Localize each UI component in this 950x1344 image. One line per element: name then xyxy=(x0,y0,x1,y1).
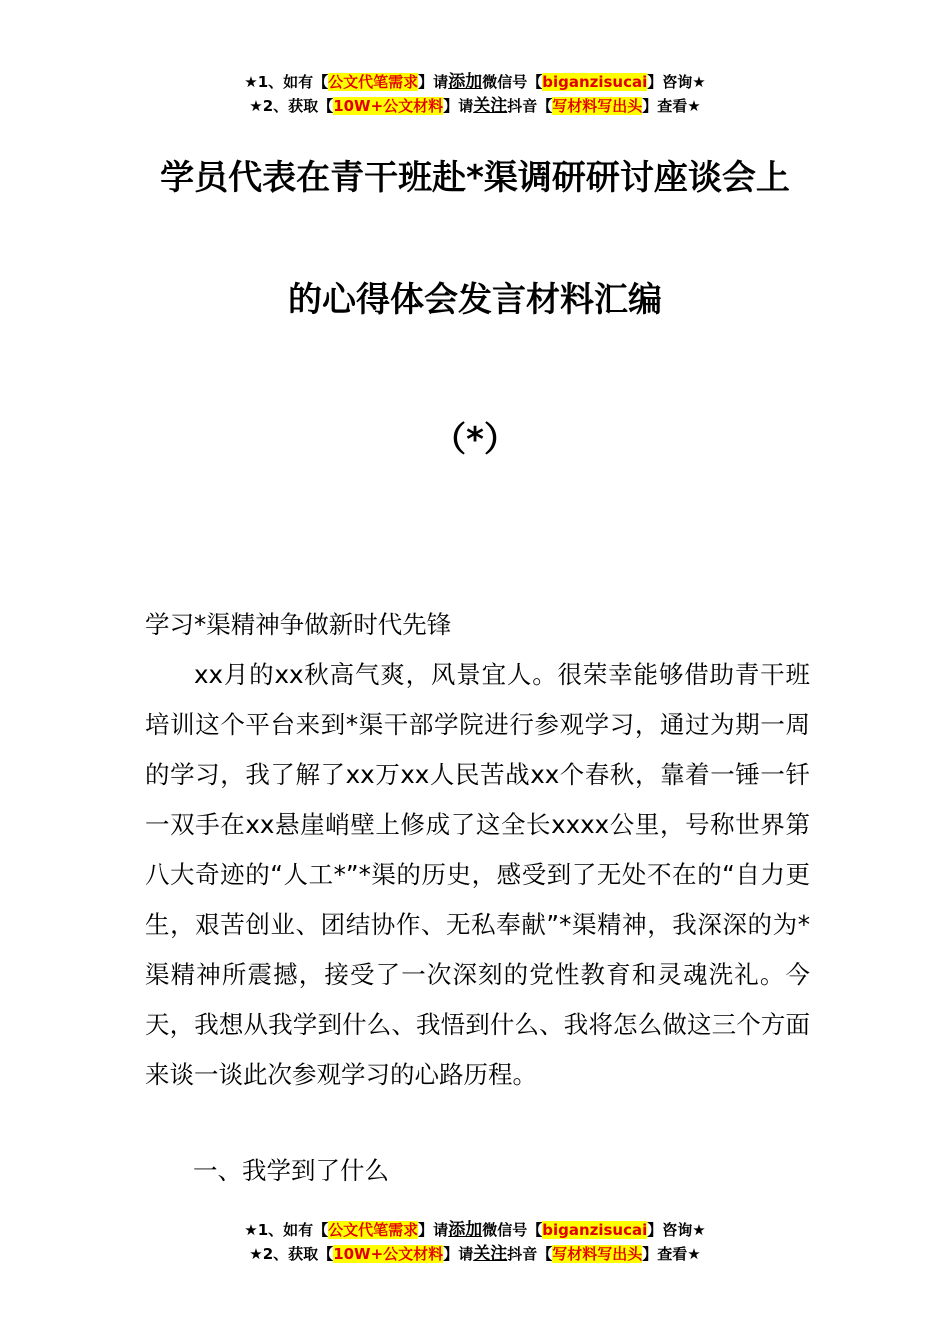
banner-highlight: biganzisucai xyxy=(542,73,648,91)
banner-text: 】请 xyxy=(418,73,449,91)
banner-text: 】咨询★ xyxy=(647,73,706,91)
banner-line-1 xyxy=(0,1218,950,1242)
article-subtitle: 学习*渠精神争做新时代先锋 xyxy=(145,610,452,639)
banner-text: 抖音【 xyxy=(507,1245,553,1263)
footer-banner xyxy=(0,1218,950,1266)
banner-highlight: 公文代笔需求 xyxy=(328,1221,419,1239)
document-title-line-1: 学员代表在青干班赴*渠调研研讨座谈会上 xyxy=(160,158,790,198)
banner-text: ★1、如有【 xyxy=(244,1221,329,1239)
banner-text: ★2、获取【 xyxy=(249,1245,334,1263)
document-title-line-3: （*） xyxy=(432,420,518,460)
banner-line-2 xyxy=(0,94,950,118)
banner-highlight: 10W+公文材料 xyxy=(333,97,444,115)
section-heading-1: 一、我学到了什么 xyxy=(193,1156,389,1185)
header-banner xyxy=(0,70,950,118)
banner-text: 】查看★ xyxy=(642,1245,701,1263)
banner-line-2 xyxy=(0,1242,950,1266)
banner-text: 】请 xyxy=(418,1221,449,1239)
banner-text: 】咨询★ xyxy=(647,1221,706,1239)
article-body xyxy=(145,600,810,1100)
banner-text: 】请 xyxy=(443,1245,474,1263)
article-paragraph: xx月的xx秋高气爽，风景宜人。很荣幸能够借助青干班培训这个平台来到*渠干部学院进行参观学习，通过为期一周的学习，我了解了xx万xx人民苦战xx个春秋，靠着一锤一钎一双手在xx悬崖峭壁上修成了这全长xxxx公里，号称世界第八大奇迹的“人工*”*渠的历史，感受到了无处不在的“自力更生，艰苦创业、团结协作、无私奉献”*渠精神，我深深的为*渠精神所震撼，接受了一次深刻的党性教育和灵魂洗礼。今天，我想从我学到什么、我悟到什么、我将怎么做这三个方面来谈一谈此次参观学习的心路历程。 xyxy=(145,660,810,1089)
banner-underline: 关注 xyxy=(473,96,508,116)
banner-text: 微信号【 xyxy=(482,1221,543,1239)
banner-text: 】查看★ xyxy=(642,97,701,115)
banner-text: 微信号【 xyxy=(482,73,543,91)
document-title-line-2: 的心得体会发言材料汇编 xyxy=(288,280,662,320)
banner-text: ★1、如有【 xyxy=(244,73,329,91)
banner-highlight: biganzisucai xyxy=(542,1221,648,1239)
banner-highlight: 公文代笔需求 xyxy=(328,73,419,91)
banner-text: 抖音【 xyxy=(507,97,553,115)
banner-text: 】请 xyxy=(443,97,474,115)
banner-highlight: 写材料写出头 xyxy=(552,1245,643,1263)
banner-underline: 关注 xyxy=(473,1244,508,1264)
banner-underline: 添加 xyxy=(448,1220,483,1240)
banner-highlight: 10W+公文材料 xyxy=(333,1245,444,1263)
banner-underline: 添加 xyxy=(448,72,483,92)
banner-line-1 xyxy=(0,70,950,94)
banner-highlight: 写材料写出头 xyxy=(552,97,643,115)
banner-text: ★2、获取【 xyxy=(249,97,334,115)
